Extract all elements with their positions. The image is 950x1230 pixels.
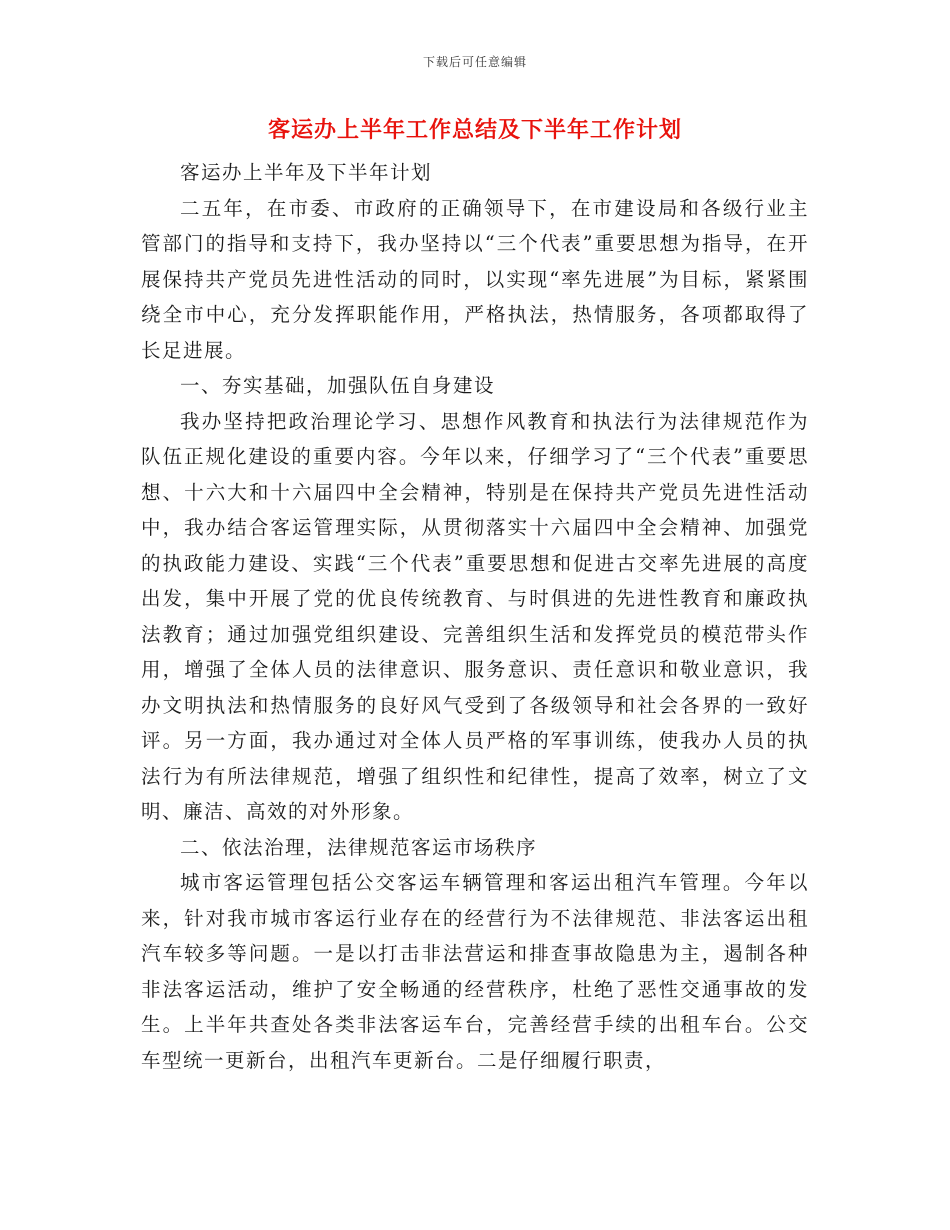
section-2-paragraph: 城市客运管理包括公交客运车辆管理和客运出租汽车管理。今年以来，针对我市城市客运行业存在的经营行为不法律规范、非法客运出租汽车较多等问题。一是以打击非法营运和排查事故隐患为主，遏制各种非法客运活动，维护了安全畅通的经营秩序，杜绝了恶性交通事故的发生。上半年共查处各类非法客运车台，完善经营手续的出租车台。公交车型统一更新台，出租汽车更新台。二是仔细履行职责， <box>141 871 809 1072</box>
intro-paragraph: 二五年，在市委、市政府的正确领导下，在市建设局和各级行业主管部门的指导和支持下，我办坚持以“三个代表”重要思想为指导，在开展保持共产党员先进性活动的同时，以实现“率先进展”为目标，紧紧围绕全市中心，充分发挥职能作用，严格执法，热情服务，各项都取得了长足进展。 <box>141 196 809 362</box>
document-title: 客运办上半年工作总结及下半年工作计划 <box>267 118 682 143</box>
section-heading-2: 二、依法治理，法律规范客运市场秩序 <box>180 835 538 859</box>
document-body <box>141 155 809 1078</box>
section-heading-1: 一、夯实基础，加强队伍自身建设 <box>180 374 496 397</box>
section-1-paragraph: 我办坚持把政治理论学习、思想作风教育和执法行为法律规范作为队伍正规化建设的重要内容。今年以来，仔细学习了“三个代表”重要思想、十六大和十六届四中全会精神，特别是在保持共产党员先进性活动中，我办结合客运管理实际，从贯彻落实十六届四中全会精神、加强党的执政能力建设、实践“三个代表”重要思想和促进古交率先进展的高度出发，集中开展了党的优良传统教育、与时俱进的先进性教育和廉政执法教育；通过加强党组织建设、完善组织生活和发挥党员的模范带头作用，增强了全体人员的法律意识、服务意识、责任意识和敬业意识，我办文明执法和热情服务的良好风气受到了各级领导和社会各界的一致好评。另一方面，我办通过对全体人员严格的军事训练，使我办人员的执法行为有所法律规范，增强了组织性和纪律性，提高了效率，树立了文明、廉洁、高效的对外形象。 <box>141 409 809 823</box>
header-note: 下载后可任意编辑 <box>422 55 527 69</box>
subtitle-paragraph: 客运办上半年及下半年计划 <box>180 161 433 184</box>
